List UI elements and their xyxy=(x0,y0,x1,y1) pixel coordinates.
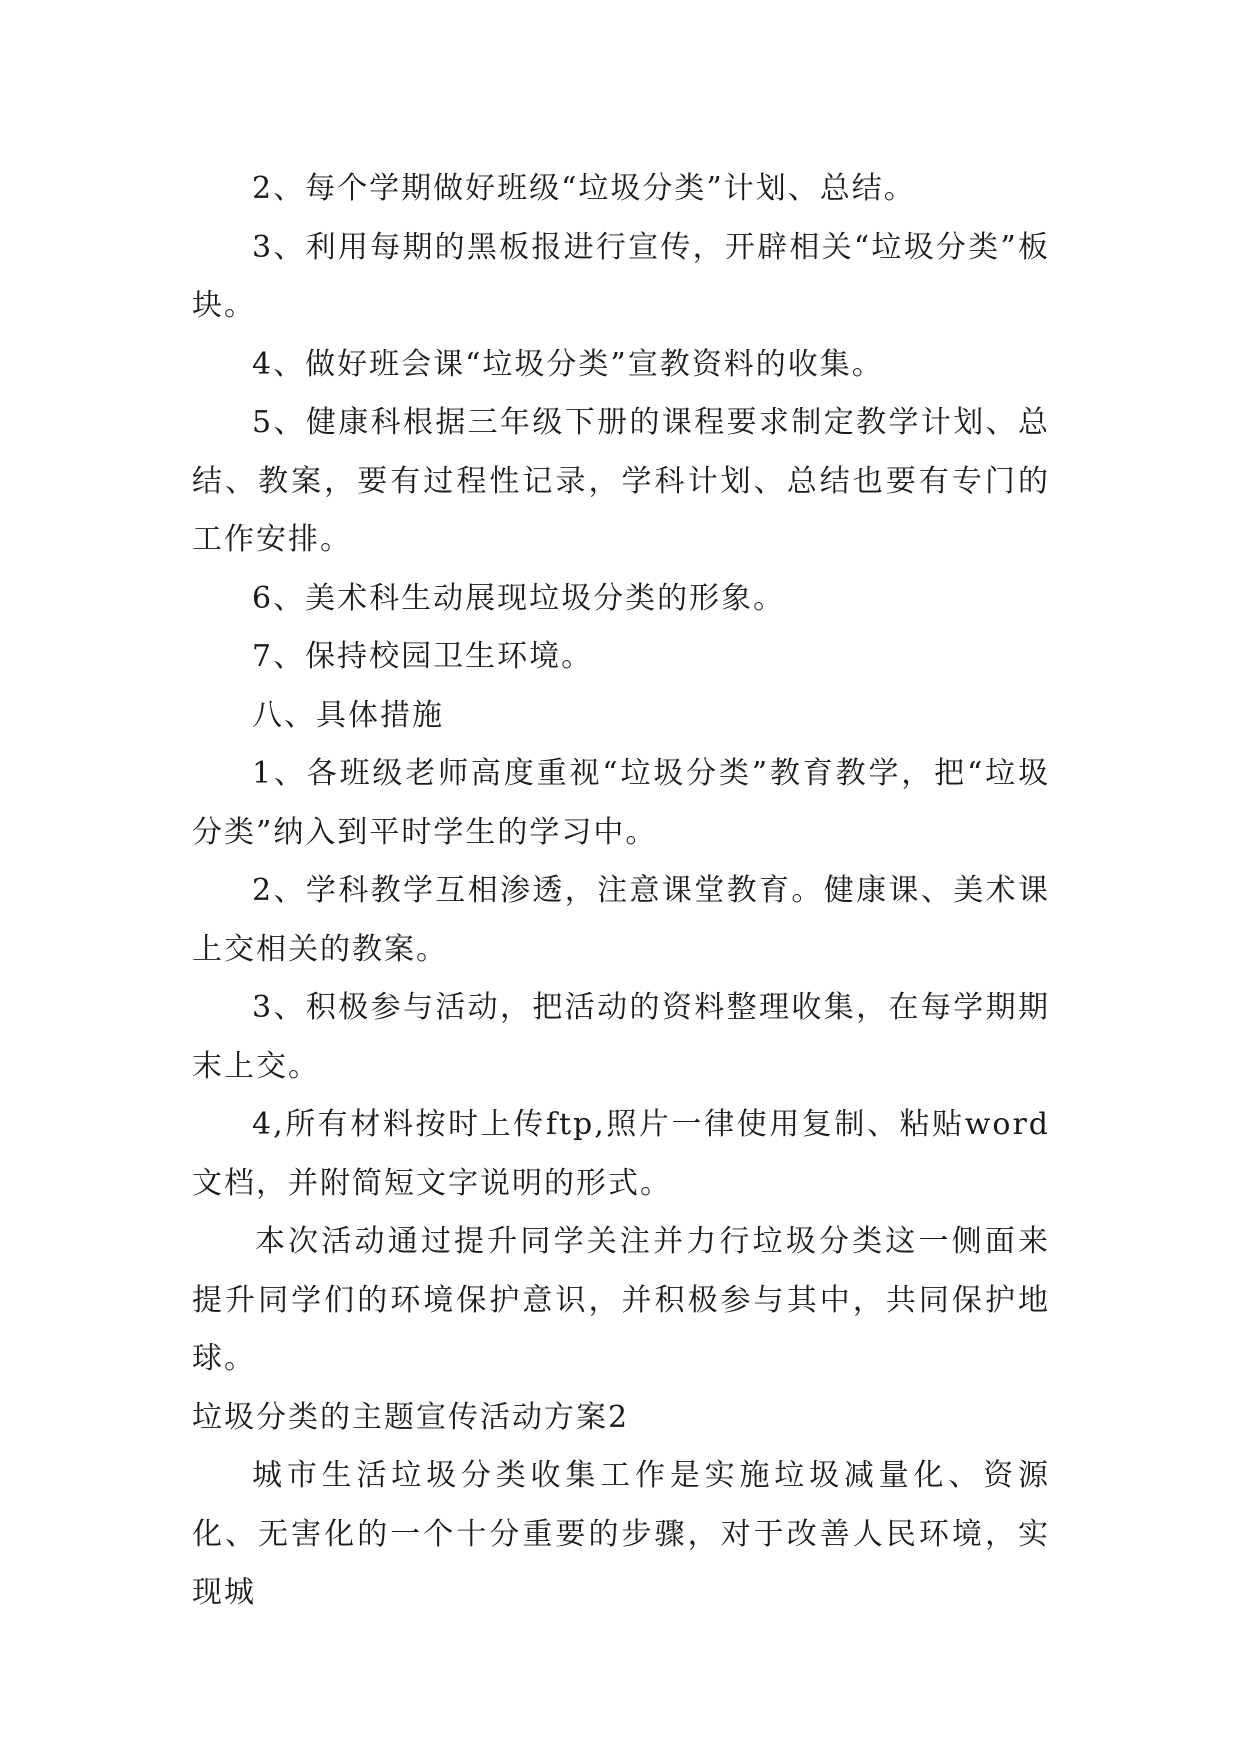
document-body xyxy=(192,160,1050,1623)
paragraph-intro-2: 城市生活垃圾分类收集工作是实施垃圾减量化、资源化、无害化的一个十分重要的步骤，对于改善人民环境，实现城 xyxy=(192,1458,1050,1610)
paragraph-class-meeting: 4、做好班会课“垃圾分类”宣教资料的收集。 xyxy=(252,346,884,382)
paragraph-measure-3: 3、积极参与活动，把活动的资料整理收集，在每学期期末上交。 xyxy=(192,990,1050,1084)
paragraph-conclusion: 本次活动通过提升同学关注并力行垃圾分类这一侧面来提升同学们的环境保护意识，并积极参与其中，共同保护地球。 xyxy=(192,1224,1050,1376)
paragraph-plan-summary: 2、每个学期做好班级“垃圾分类”计划、总结。 xyxy=(252,171,916,206)
paragraph-measure-2: 2、学科教学互相渗透，注意课堂教育。健康课、美术课上交相关的教案。 xyxy=(192,873,1050,967)
paragraph-health-subject: 5、健康科根据三年级下册的课程要求制定教学计划、总结、教案，要有过程性记录，学科计划、总结也要有专门的工作安排。 xyxy=(192,405,1050,557)
document-title-2: 垃圾分类的主题宣传活动方案2 xyxy=(192,1399,630,1435)
paragraph-measure-1: 1、各班级老师高度重视“垃圾分类”教育教学，把“垃圾分类”纳入到平时学生的学习中。 xyxy=(192,756,1050,850)
paragraph-blackboard: 3、利用每期的黑板报进行宣传，开辟相关“垃圾分类”板块。 xyxy=(192,229,1050,323)
paragraph-measure-4: 4,所有材料按时上传ftp,照片一律使用复制、粘贴word文档，并附简短文字说明的形式。 xyxy=(192,1107,1050,1201)
section-heading-measures: 八、具体措施 xyxy=(252,697,444,733)
paragraph-campus-hygiene: 7、保持校园卫生环境。 xyxy=(252,639,594,674)
paragraph-art-subject: 6、美术科生动展现垃圾分类的形象。 xyxy=(252,580,786,616)
